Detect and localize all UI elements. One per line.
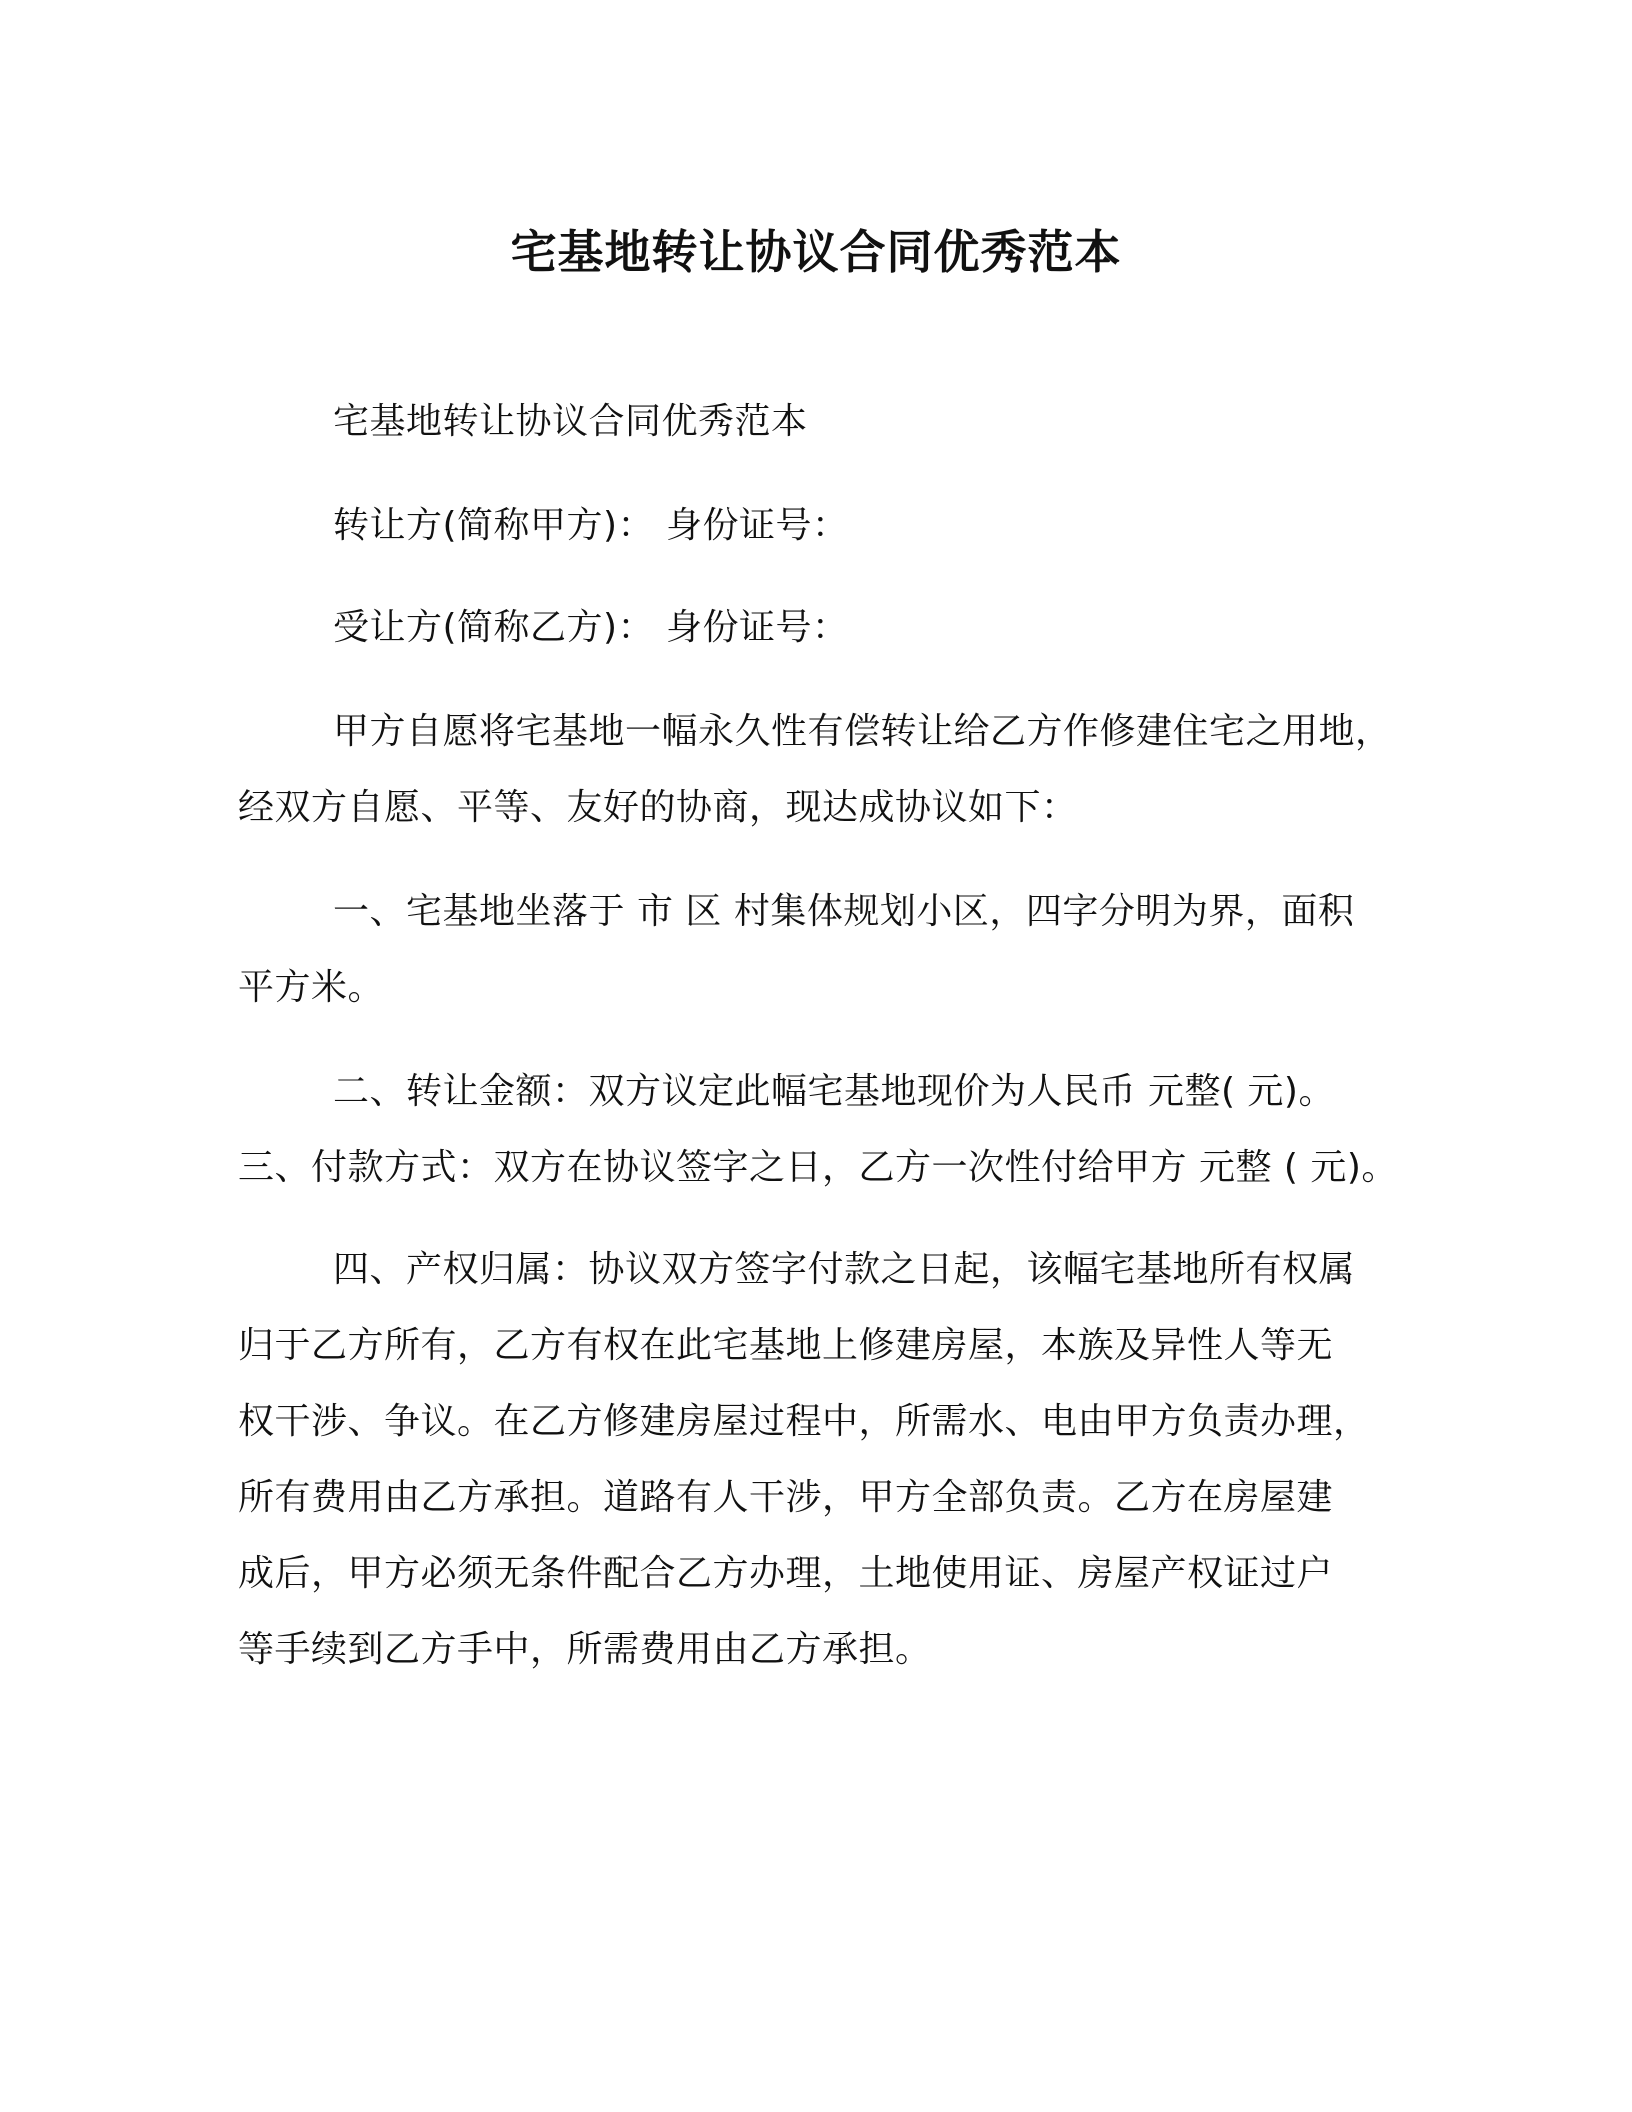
transferee-line: 受让方(简称乙方)： 身份证号： [333, 607, 849, 648]
clause-three-line: 三、付款方式：双方在协议签字之日，乙方一次性付给甲方 元整 ( 元)。 [238, 1147, 1398, 1188]
clause-four-line: 归于乙方所有，乙方有权在此宅基地上修建房屋，本族及异性人等无 [238, 1325, 1334, 1366]
subtitle-line: 宅基地转让协议合同优秀范本 [333, 401, 808, 442]
paragraph-line: 经双方自愿、平等、友好的协商，现达成协议如下： [238, 787, 1078, 828]
document-title: 宅基地转让协议合同优秀范本 [510, 225, 1122, 279]
transferor-line: 转让方(简称甲方)： 身份证号： [333, 505, 849, 546]
clause-four-line: 所有费用由乙方承担。道路有人干涉，甲方全部负责。乙方在房屋建 [238, 1477, 1334, 1518]
clause-four-line: 等手续到乙方手中，所需费用由乙方承担。 [238, 1629, 932, 1670]
clause-four-line: 四、产权归属：协议双方签字付款之日起，该幅宅基地所有权属 [333, 1249, 1356, 1290]
paragraph-line: 甲方自愿将宅基地一幅永久性有偿转让给乙方作修建住宅之用地， [333, 711, 1392, 752]
clause-two-line: 二、转让金额：双方议定此幅宅基地现价为人民币 元整( 元)。 [333, 1071, 1335, 1112]
clause-four-line: 权干涉、争议。在乙方修建房屋过程中，所需水、电由甲方负责办理， [238, 1401, 1370, 1442]
clause-one-line: 平方米。 [238, 967, 385, 1008]
clause-four-line: 成后，甲方必须无条件配合乙方办理，土地使用证、房屋产权证过户 [238, 1553, 1334, 1594]
clause-one-line: 一、宅基地坐落于 市 区 村集体规划小区，四字分明为界，面积 [333, 891, 1355, 932]
